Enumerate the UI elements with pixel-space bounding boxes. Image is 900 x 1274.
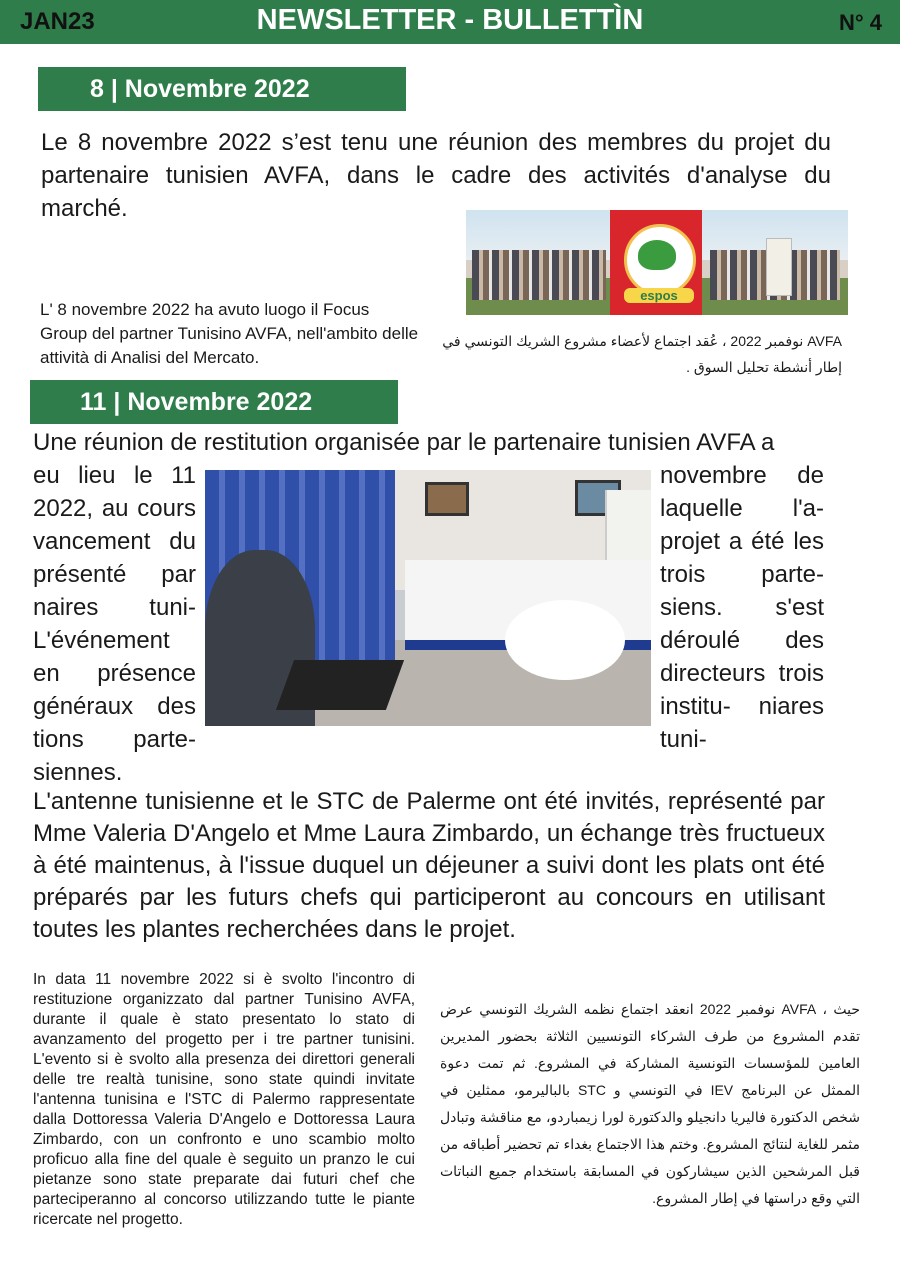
photo-group-left [472,250,606,300]
photo-banner [766,238,792,296]
espos-logo-emblem [638,240,676,270]
section-heading-8-novembre [38,67,406,111]
photo-laptop [276,660,404,710]
photo-round-table [505,600,625,680]
section2-text-fr-top: Une réunion de restitution organisée par le partenaire tunisien AVFA a [33,429,775,456]
section1-text-it: L' 8 novembre 2022 ha avuto luogo il Focus Group del partner Tunisino AVFA, nell'ambito delle attività di Analisi del Mercato. [40,300,419,367]
section2-text-it: In data 11 novembre 2022 si è svolto l'incontro di restituzione organizzato dal partner Tunisino AVFA, durante il quale è stato presentato lo stato di avanzamento del progetto per i tre partner tunisini. L'evento si è svolto alla presenza dei direttori generali delle tre realtà tunisine, sono state quindi invitate l'antenna tunisina e l'STC di Palermo rappresentate dalla Dottoressa Valeria D'Angelo e Dottoressa Laura Zimbardo, con un confronto e uno scambio molto proficuo alla fine del quale è seguito un pranzo le cui pietanze sono state preparate dai futuri chef che parteciperanno al concorso utilizzando tutte le piante ricercate nel progetto. [33,971,415,1228]
section2-text-fr-left: eu lieu le 11 2022, au cours vancement du présenté par naires tuni- L'événement en présence généraux des tions parte- siennes. [33,462,196,786]
photo-wall-frame [425,482,469,516]
section2-text-ar: حيث ، AVFA نوفمبر 2022 انعقد اجتماع نظمه الشريك التونسي عرض تقدم المشروع من طرف الشركاء التونسيين الثلاثة بحضور المديرين العامين للمؤسسات التونسية المشاركة في المشروع. ثم تمت دعوة الممثل عن البرنامج IEV في التونسي و STC بالباليرمو، ممثلين في شخص الدكتورة فاليريا دانجيلو والدكتورة لورا زيمباردو، مع مناقشة وتبادل مثمر للغاية لنتائج المشروع. وختم هذا الاجتماع بغداء تم تحضير أطباقه من قبل المرشحين الذين سيشاركون في المسابقة باستخدام جميع النباتات التي وقع دراستها في إطار المشروع. [440,1001,861,1206]
section-heading-text: 8 | Novembre 2022 [90,75,310,103]
issue-date: JAN23 [20,8,95,35]
restitution-meeting-photo [205,470,651,726]
section-heading-11-novembre [30,380,398,424]
newsletter-title: NEWSLETTER - BULLETTÌN [256,4,644,36]
espos-logo-text: espos [624,288,694,303]
section2-text-fr-bottom: L'antenne tunisienne et le STC de Palerme ont été invités, représenté par Mme Valeria D'Angelo et Mme Laura Zimbardo, un échange très fructueux à été maintenus, à l'issue duquel un déjeuner a suivi dont les plats ont été préparés par les futurs chefs qui participeront au concours en utilisant toutes les plantes recherchées dans le projet. [33,788,825,943]
section2-text-fr-right: novembre de laquelle l'a- projet a été les trois parte- siens. s'est déroulé des directeurs trois institu- niares tuni- [660,462,824,753]
focus-group-photo [466,210,848,315]
section-heading-text: 11 | Novembre 2022 [80,388,313,416]
section1-caption-ar: AVFA نوفمبر 2022 ، عُقد اجتماع لأعضاء مشروع الشريك التونسي في إطار أنشطة تحليل السوق . [442,333,842,375]
header-bar [0,0,900,44]
section1-text-fr: Le 8 novembre 2022 s’est tenu une réunion des membres du projet du partenaire tunisien AVFA, dans le cadre des activités d'analyse du marché. [41,129,831,222]
issue-number: N° 4 [838,10,882,35]
